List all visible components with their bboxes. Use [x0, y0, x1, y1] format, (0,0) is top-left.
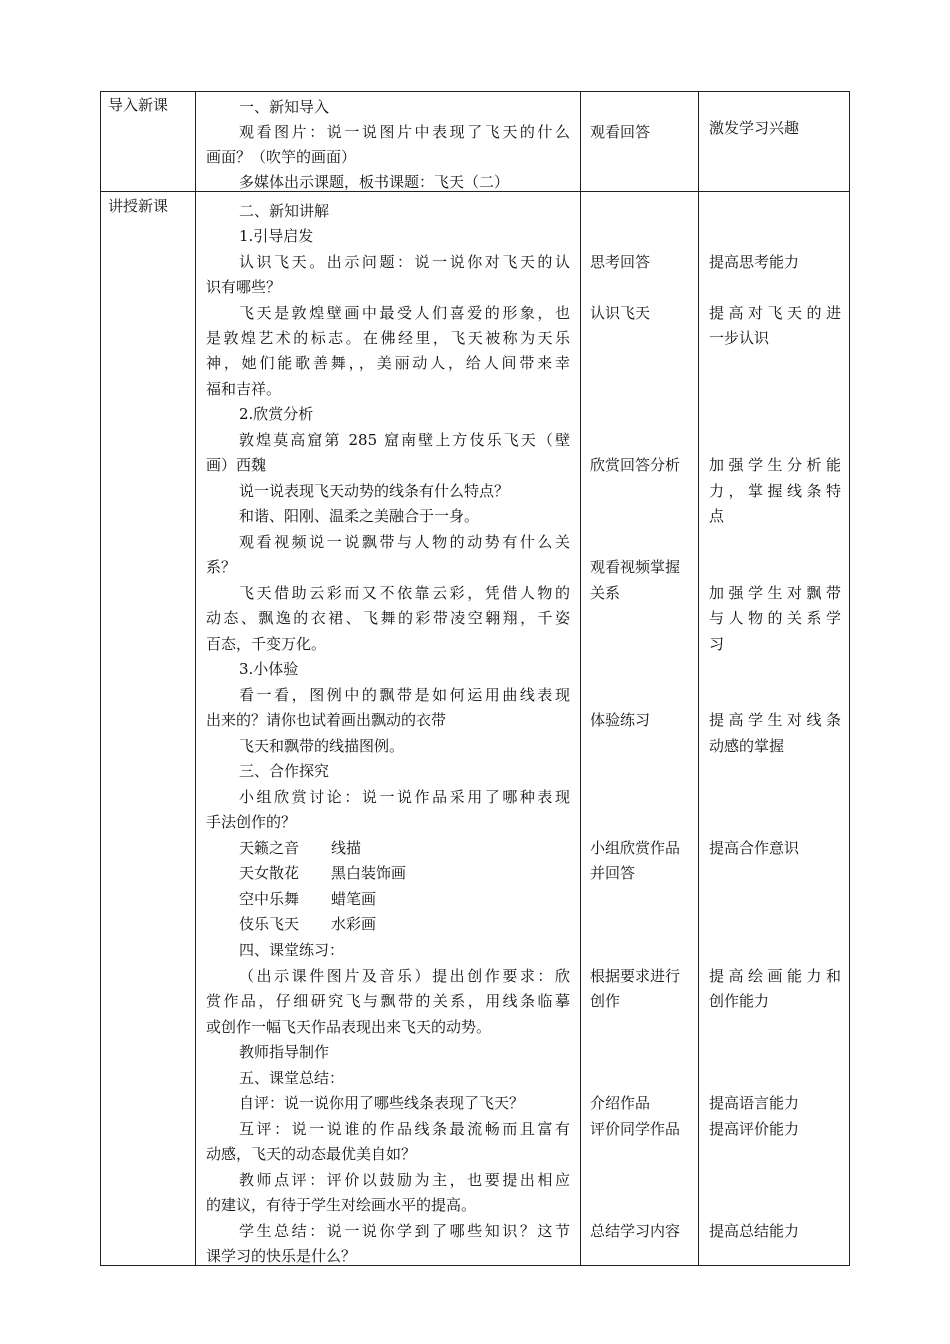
content-text: 和谐、阳刚、温柔之美融合于一身。 [239, 507, 480, 525]
content-text: 百态，千变万化。 [206, 635, 327, 653]
design-intent: 动感的掌握 [709, 737, 785, 755]
content-text: 认识飞天。出示问题：说一说你对飞天的认 [239, 253, 570, 271]
content-text: 画）西魏 [206, 456, 267, 474]
design-intent: 提高语言能力 [709, 1094, 800, 1112]
content-heading: 一、新知导入 [239, 98, 330, 116]
content-text: 出来的？请你也试着画出飘动的衣带 [206, 711, 447, 729]
student-activity: 根据要求进行 [590, 967, 681, 985]
design-intent: 提高评价能力 [709, 1120, 800, 1138]
content-text: 教师指导制作 [239, 1043, 330, 1061]
design-intent: 习 [709, 635, 725, 653]
content-text: 飞天借助云彩而又不依靠云彩，凭借人物的 [239, 584, 570, 602]
student-activity: 思考回答 [590, 253, 651, 271]
work-name: 天籁之音 [239, 839, 300, 857]
content-subheading: 2.欣赏分析 [239, 405, 314, 423]
content-heading: 二、新知讲解 [239, 202, 330, 220]
content-text: 画面？（吹竽的画面） [206, 148, 357, 166]
content-text: 多媒体出示课题，板书课题：飞天（二） [239, 173, 510, 191]
content-heading: 三、合作探究 [239, 762, 330, 780]
stage-label-teaching: 讲授新课 [108, 197, 169, 215]
student-activity: 并回答 [590, 864, 636, 882]
column-divider [698, 91, 699, 1266]
design-intent: 提高学生对线条 [709, 711, 841, 729]
content-text: 敦煌莫高窟第 285 窟南壁上方伎乐飞天（壁 [239, 431, 570, 449]
work-technique: 线描 [331, 839, 362, 857]
content-text: 飞天是敦煌壁画中最受人们喜爱的形象，也 [239, 304, 570, 322]
work-name: 空中乐舞 [239, 890, 300, 908]
content-text: 是敦煌艺术的标志。在佛经里，飞天被称为天乐 [206, 329, 570, 347]
design-intent: 与人物的关系学 [709, 609, 841, 627]
work-name: 天女散花 [239, 864, 300, 882]
content-text: 课学习的快乐是什么？ [206, 1247, 357, 1265]
student-activity: 总结学习内容 [590, 1222, 681, 1240]
column-divider [580, 91, 581, 1266]
column-divider [195, 91, 196, 1266]
design-intent: 激发学习兴趣 [709, 119, 800, 137]
content-text: 神，她们能歌善舞，，美丽动人，给人间带来幸 [206, 354, 570, 372]
design-intent: 点 [709, 507, 725, 525]
content-text: 学生总结：说一说你学到了哪些知识？这节 [239, 1222, 570, 1240]
content-text: 赏作品，仔细研究飞与飘带的关系，用线条临摹 [206, 992, 570, 1010]
design-intent: 力，掌握线条特 [709, 482, 841, 500]
content-heading: 四、课堂练习： [239, 941, 345, 959]
work-technique: 蜡笔画 [331, 890, 377, 908]
design-intent: 加强学生对飘带 [709, 584, 841, 602]
content-text: 小组欣赏讨论：说一说作品采用了哪种表现 [239, 788, 570, 806]
content-text: 互评：说一说谁的作品线条最流畅而且富有 [239, 1120, 570, 1138]
student-activity: 体验练习 [590, 711, 651, 729]
design-intent: 加强学生分析能 [709, 456, 841, 474]
content-subheading: 1.引导启发 [239, 227, 314, 245]
content-text: （出示课件图片及音乐）提出创作要求：欣 [239, 967, 570, 985]
student-activity: 观看视频掌握 [590, 558, 681, 576]
design-intent: 提高对飞天的进 [709, 304, 841, 322]
work-technique: 黑白装饰画 [331, 864, 407, 882]
content-text: 识有哪些？ [206, 278, 282, 296]
content-text: 飞天和飘带的线描图例。 [239, 737, 405, 755]
student-activity: 关系 [590, 584, 621, 602]
content-text: 说一说表现飞天动势的线条有什么特点？ [239, 482, 510, 500]
content-heading: 五、课堂总结： [239, 1069, 345, 1087]
content-text: 教师点评：评价以鼓励为主，也要提出相应 [239, 1171, 570, 1189]
content-subheading: 3.小体验 [239, 660, 299, 678]
design-intent: 提高绘画能力和 [709, 967, 841, 985]
content-text: 手法创作的？ [206, 813, 297, 831]
content-text: 福和吉祥。 [206, 380, 282, 398]
content-text: 自评：说一说你用了哪些线条表现了飞天？ [239, 1094, 525, 1112]
student-activity: 评价同学作品 [590, 1120, 681, 1138]
work-name: 伎乐飞天 [239, 915, 300, 933]
design-intent: 一步认识 [709, 329, 770, 347]
design-intent: 提高总结能力 [709, 1222, 800, 1240]
design-intent: 创作能力 [709, 992, 770, 1010]
student-activity: 创作 [590, 992, 621, 1010]
content-text: 看一看，图例中的飘带是如何运用曲线表现 [239, 686, 570, 704]
design-intent: 提高思考能力 [709, 253, 800, 271]
content-text: 观看图片：说一说图片中表现了飞天的什么 [239, 123, 570, 141]
student-activity: 观看回答 [590, 123, 651, 141]
content-text: 动感，飞天的动态最优美自如？ [206, 1145, 417, 1163]
content-text: 或创作一幅飞天作品表现出来飞天的动势。 [206, 1018, 492, 1036]
student-activity: 小组欣赏作品 [590, 839, 681, 857]
student-activity: 欣赏回答分析 [590, 456, 681, 474]
content-text: 的建议，有待于学生对绘画水平的提高。 [206, 1196, 477, 1214]
stage-label-intro: 导入新课 [108, 96, 169, 114]
content-text: 系？ [206, 558, 237, 576]
work-technique: 水彩画 [331, 915, 377, 933]
design-intent: 提高合作意识 [709, 839, 800, 857]
student-activity: 认识飞天 [590, 304, 651, 322]
student-activity: 介绍作品 [590, 1094, 651, 1112]
content-text: 动态、飘逸的衣裙、飞舞的彩带凌空翱翔，千姿 [206, 609, 570, 627]
content-text: 观看视频说一说飘带与人物的动势有什么关 [239, 533, 570, 551]
